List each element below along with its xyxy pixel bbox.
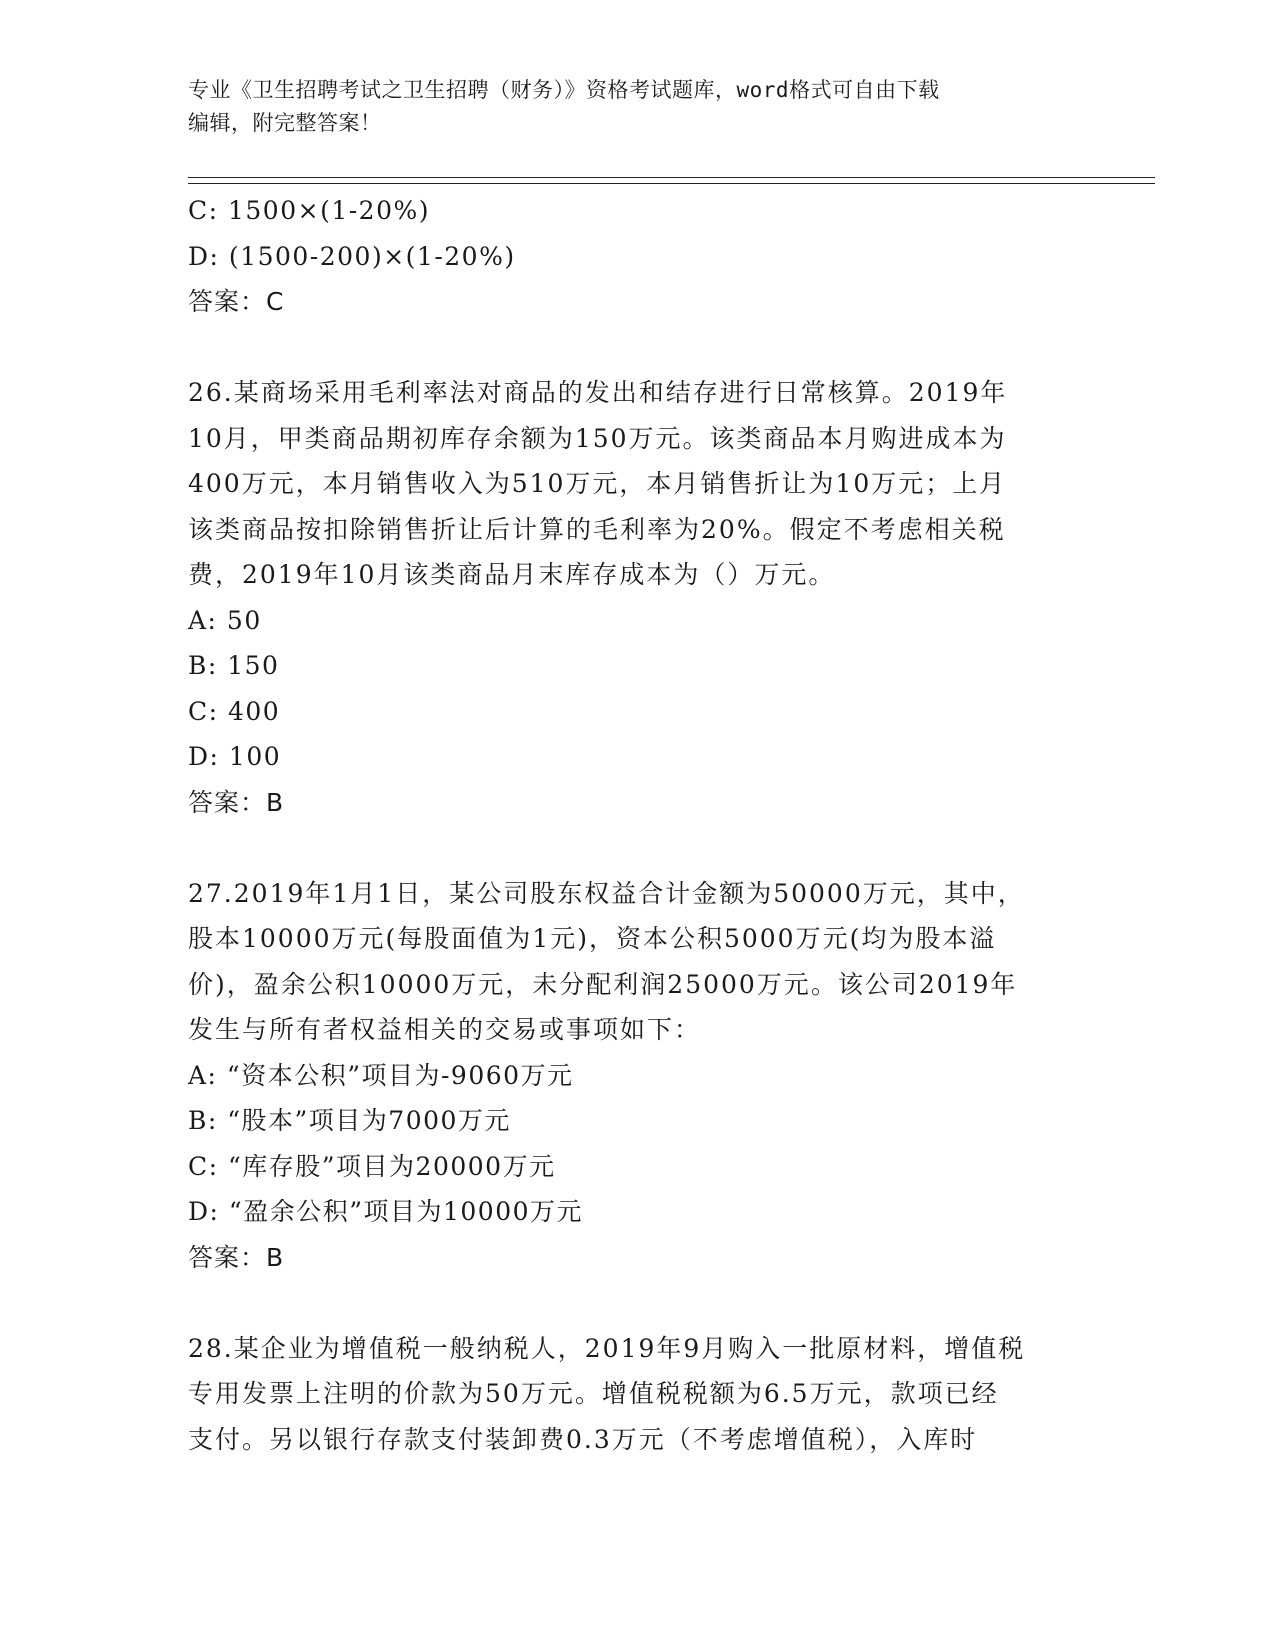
question-28 xyxy=(188,1326,1088,1463)
header-divider-top xyxy=(188,177,1155,178)
question-stem-line: 专用发票上注明的价款为50万元。增值税税额为6.5万元，款项已经 xyxy=(188,1379,999,1408)
option-d: D: “盈余公积”项目为10000万元 xyxy=(188,1197,584,1226)
spacer xyxy=(188,325,1088,371)
spacer xyxy=(188,1280,1088,1326)
spacer xyxy=(188,825,1088,871)
question-stem-line: 该类商品按扣除销售折让后计算的毛利率为20%。假定不考虑相关税 xyxy=(188,514,1006,544)
question-stem-line: 27.2019年1月1日，某公司股东权益合计金额为50000万元，其中， xyxy=(188,878,1025,908)
question-stem-line: 26.某商场采用毛利率法对商品的发出和结存进行日常核算。2019年 xyxy=(188,378,1008,407)
option-b: B: “股本”项目为7000万元 xyxy=(188,1106,511,1135)
question-26 xyxy=(188,370,1088,598)
option-c: C: 400 xyxy=(188,696,281,726)
question-stem-line: 400万元，本月销售收入为510万元，本月销售折让为10万元；上月 xyxy=(188,469,1007,498)
document-body xyxy=(188,188,1088,1462)
answer-label: 答案：C xyxy=(188,287,285,316)
option-b: B: 150 xyxy=(188,651,280,680)
option-d: D: 100 xyxy=(188,742,282,771)
option-c: C: “库存股”项目为20000万元 xyxy=(188,1151,556,1181)
question-26-options xyxy=(188,598,1088,826)
question-25 xyxy=(188,188,1088,325)
option-a: A: 50 xyxy=(188,605,262,635)
question-27-options xyxy=(188,1053,1088,1281)
option-a: A: “资本公积”项目为-9060万元 xyxy=(188,1060,574,1090)
question-stem-line: 10月，甲类商品期初库存余额为150万元。该类商品本月购进成本为 xyxy=(188,423,1007,453)
question-27 xyxy=(188,871,1088,1053)
answer-label: 答案：B xyxy=(188,787,285,817)
question-stem-line: 费，2019年10月该类商品月末库存成本为（）万元。 xyxy=(188,560,836,589)
question-stem-line: 发生与所有者权益相关的交易或事项如下： xyxy=(188,1015,702,1044)
question-stem-line: 价)，盈余公积10000万元，未分配利润25000万元。该公司2019年 xyxy=(188,969,1018,999)
question-stem-line: 28.某企业为增值税一般纳税人，2019年9月购入一批原材料，增值税 xyxy=(188,1333,1026,1363)
header-line-1: 专业《卫生招聘考试之卫生招聘（财务）》资格考试题库，word格式可自由下载 xyxy=(188,78,940,102)
answer-label: 答案：B xyxy=(188,1242,285,1272)
question-stem-line: 股本10000万元(每股面值为1元)，资本公积5000万元(均为股本溢 xyxy=(188,924,997,953)
document-header xyxy=(188,74,1068,140)
option-c: C: 1500×(1-20%) xyxy=(188,196,430,225)
question-stem-line: 支付。另以银行存款支付装卸费0.3万元（不考虑增值税），入库时 xyxy=(188,1424,978,1454)
header-divider-bottom xyxy=(188,183,1155,184)
header-line-2: 编辑，附完整答案！ xyxy=(188,111,382,135)
option-d: D: (1500-200)×(1-20%) xyxy=(188,241,516,271)
